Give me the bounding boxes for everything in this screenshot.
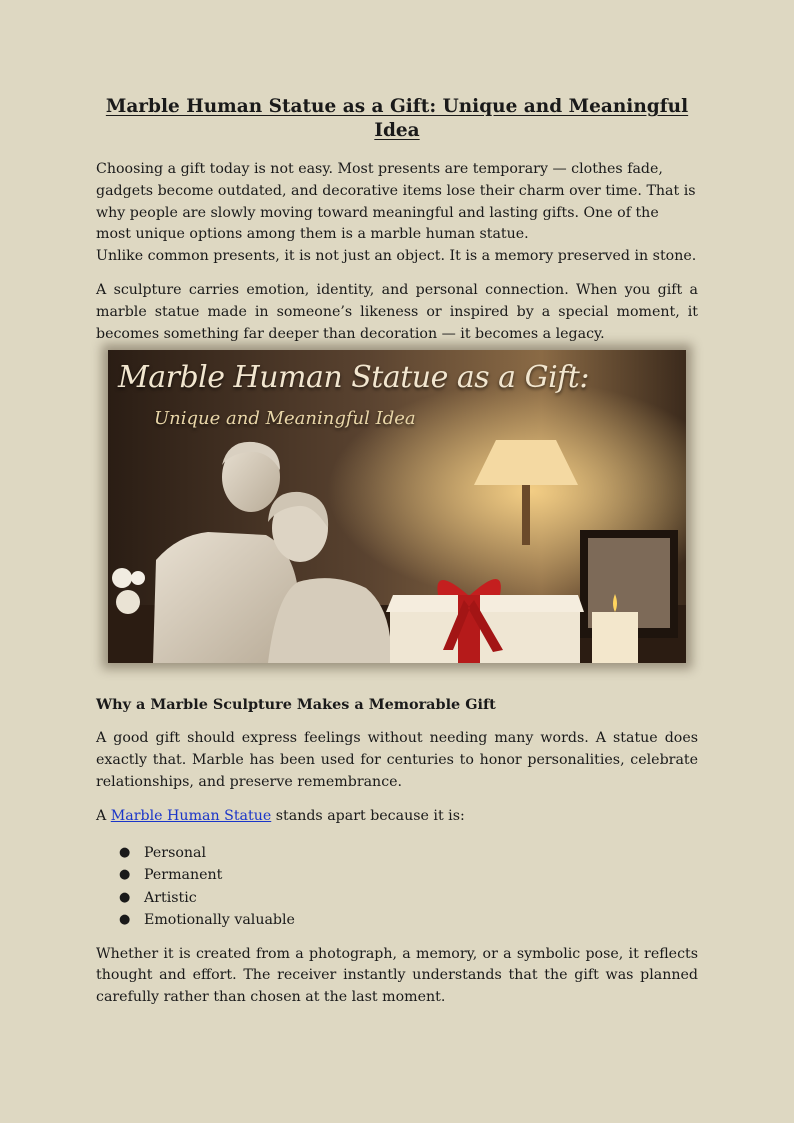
list-item bbox=[96, 909, 698, 932]
section-paragraph-2: Whether it is created from a photograph, a memory, or a symbolic pose, it reflects thought and effort. The receiver instantly understands that the gift was planned carefully rather than chosen at the last moment. bbox=[96, 945, 698, 1006]
statue-gift-illustration bbox=[108, 350, 686, 663]
intro-paragraph-1b: Unlike common presents, it is not just an object. It is a memory preserved in stone. bbox=[96, 248, 697, 265]
marble-human-statue-link[interactable]: Marble Human Statue bbox=[110, 807, 272, 824]
bullet-icon: ● bbox=[119, 867, 131, 883]
intro-paragraph-2: A sculpture carries emotion, identity, and personal connection. When you gift a marble statue made in someone’s likeness or inspired by a special moment, it becomes something far deeper than decoration — it becomes a legacy. bbox=[96, 282, 698, 342]
bullet-icon: ● bbox=[119, 844, 131, 860]
list-item bbox=[96, 842, 698, 865]
lead-sentence bbox=[96, 806, 698, 828]
list-item-text: Personal bbox=[144, 844, 207, 861]
lead-prefix: A bbox=[96, 807, 111, 824]
lead-suffix: stands apart because it is: bbox=[271, 807, 465, 824]
document-title: Marble Human Statue as a Gift: Unique and Meaningful Idea bbox=[105, 96, 689, 142]
image-title: Marble Human Statue as a Gift: bbox=[118, 360, 589, 395]
intro-paragraph-1: Choosing a gift today is not easy. Most presents are temporary — clothes fade, gadgets become outdated, and decorative items lose their charm over time. That is why people are slowly moving toward meaningful and lasting gifts. One of the most unique options among them is a marble human statue. bbox=[96, 161, 696, 243]
list-item bbox=[96, 887, 698, 910]
section-heading: Why a Marble Sculpture Makes a Memorable Gift bbox=[96, 696, 496, 714]
section-paragraph-1: A good gift should express feelings without needing many words. A statue does exactly that. Marble has been used for centuries to honor personalities, celebrate relationships, and preserve remembrance. bbox=[96, 730, 698, 791]
bullet-list bbox=[96, 842, 698, 932]
list-item-text: Artistic bbox=[144, 889, 197, 906]
list-item-text: Permanent bbox=[144, 867, 223, 884]
featured-image bbox=[108, 350, 686, 663]
bullet-icon: ● bbox=[119, 889, 131, 905]
list-item bbox=[96, 864, 698, 887]
list-item-text: Emotionally valuable bbox=[144, 912, 295, 929]
image-subtitle: Unique and Meaningful Idea bbox=[154, 408, 416, 429]
bullet-icon: ● bbox=[119, 912, 131, 928]
